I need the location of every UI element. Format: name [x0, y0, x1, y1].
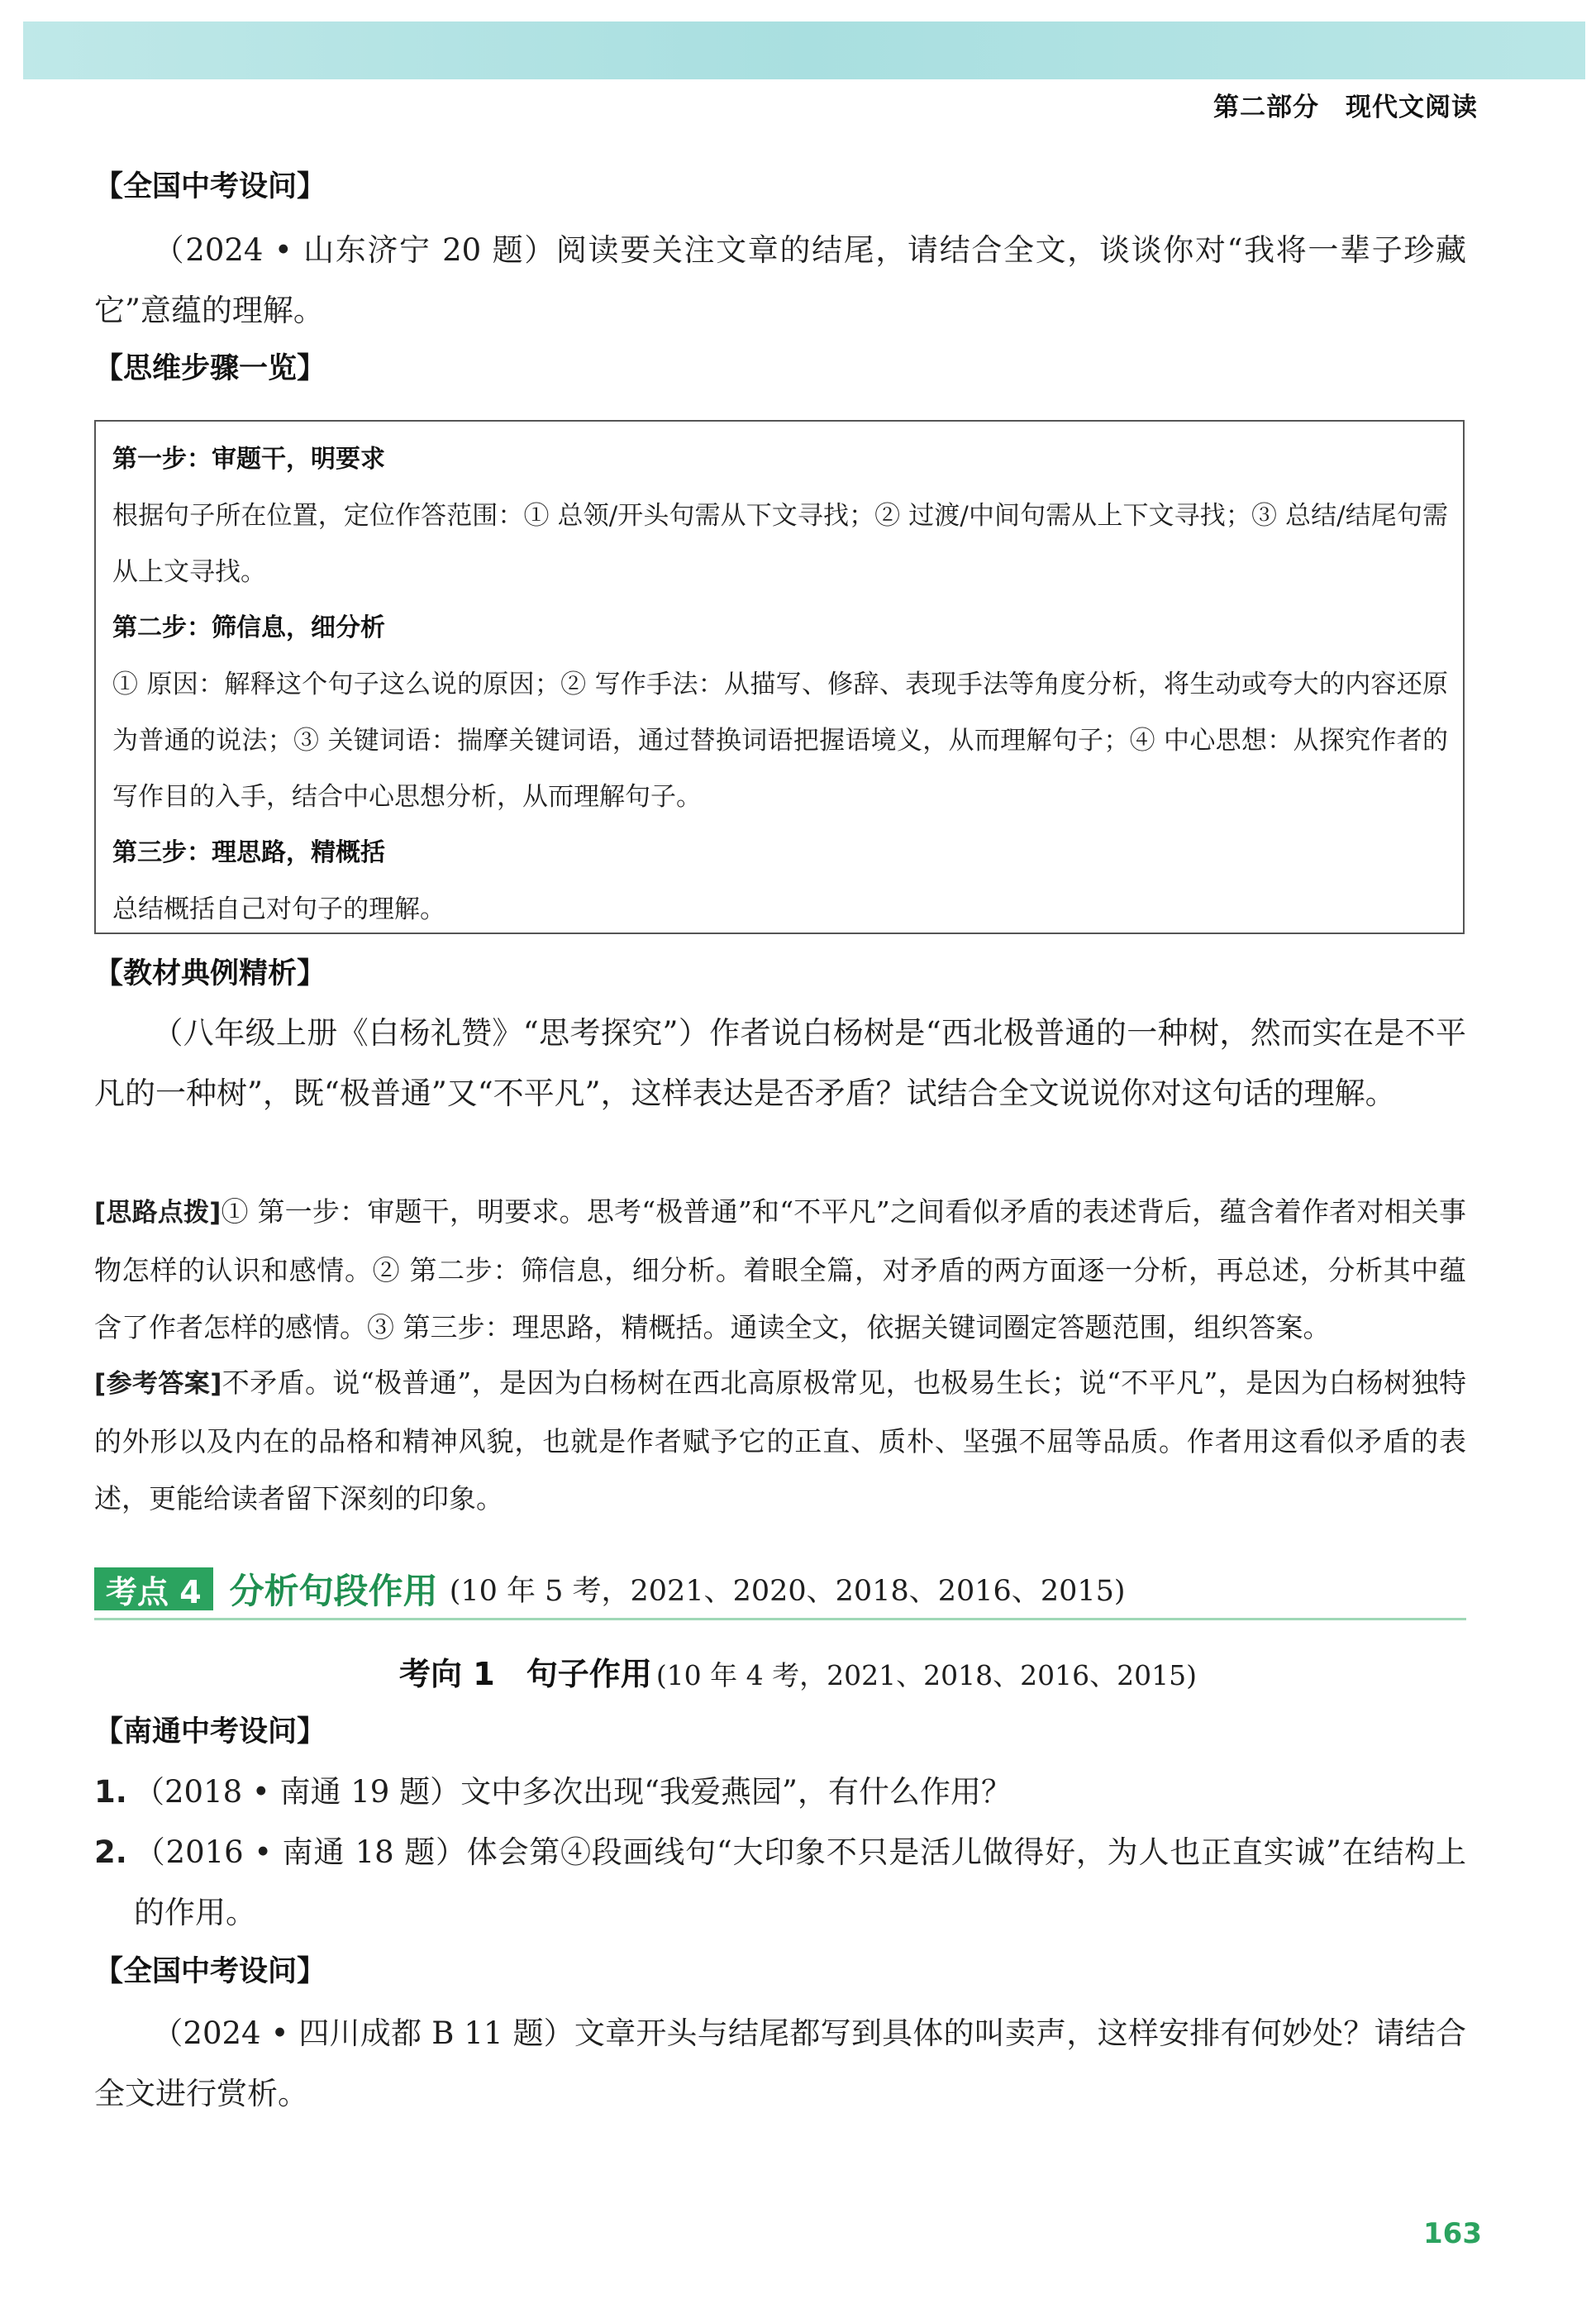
textbook-example-heading: 【教材典例精析】: [94, 957, 326, 990]
hint-tag: [思路点拨]: [94, 1198, 222, 1228]
national-question-text: （2024 • 山东济宁 20 题）阅读要关注文章的结尾，请结合全文，谈谈你对“我将一辈子珍藏它”意蕴的理解。: [94, 232, 1466, 328]
kaodian-heading: [94, 1566, 1466, 1612]
page-number: 163: [1423, 2217, 1482, 2250]
kaodian-title: 分析句段作用: [229, 1571, 438, 1611]
hint-paragraph: [思路点拨]① 第一步：审题干，明要求。思考“极普通”和“不平凡”之间看似矛盾的表述背后，蕴含着作者对相关事物怎样的认识和感情。② 第二步：筛信息，细分析。着眼全篇，对矛盾的两方面逐一分析，再总述，分析其中蕴含了作者怎样的感情。③ 第三步：理思路，精概括。通读全文，依据关键词圈定答题范围，组织答案。: [94, 1195, 1466, 1343]
kaoxiang-title: 考向 1 句子作用: [399, 1656, 652, 1692]
nantong-item-1: 1. （2018 • 南通 19 题）文中多次出现“我爱燕园”，有什么作用？: [94, 1774, 1012, 1810]
header-section: 现代文阅读: [1346, 93, 1478, 122]
running-header: [1213, 86, 1478, 123]
thinking-steps-heading: 【思维步骤一览】: [94, 352, 326, 385]
national-question-2-text: （2024 • 四川成都 B 11 题）文章开头与结尾都写到具体的叫卖声，这样安排有何妙处？请结合全文进行赏析。: [94, 2015, 1466, 2111]
thinking-steps-box: [94, 420, 1465, 934]
step-1-body: 根据句子所在位置，定位作答范围：① 总领/开头句需从下文寻找；② 过渡/中间句需从上下文寻找；③ 总结/结尾句需从上文寻找。: [112, 501, 1448, 587]
kaoxiang-heading: [0, 1648, 1596, 1694]
kaodian-badge: 考点 4: [94, 1567, 213, 1610]
answer-paragraph: [参考答案]不矛盾。说“极普通”，是因为白杨树在西北高原极常见，也极易生长；说“不平凡”，是因为白杨树独特的外形以及内在的品格和精神风貌，也就是作者赋予它的正直、质朴、坚强不屈等品质。作者用这看似矛盾的表述，更能给读者留下深刻的印象。: [94, 1367, 1466, 1515]
step-1-title: 第一步：审题干，明要求: [112, 445, 385, 474]
step-3-title: 第三步：理思路，精概括: [112, 838, 385, 867]
kaoxiang-meta: (10 年 4 考，2021、2018、2016、2015): [655, 1659, 1197, 1691]
answer-tag: [参考答案]: [94, 1369, 222, 1399]
nantong-heading: 【南通中考设问】: [94, 1715, 326, 1748]
header-part: 第二部分: [1213, 93, 1319, 122]
header-band: [23, 21, 1585, 79]
nantong-item-2: 2. （2016 • 南通 18 题）体会第④段画线句“大印象不只是活儿做得好，为人也正直实诚”在结构上的作用。: [94, 1834, 1466, 1930]
textbook-example-question: （八年级上册《白杨礼赞》“思考探究”）作者说白杨树是“西北极普通的一种树，然而实在是不平凡的一种树”，既“极普通”又“不平凡”，这样表达是否矛盾？试结合全文说说你对这句话的理解。: [94, 1015, 1466, 1111]
step-2-body: ① 原因：解释这个句子这么说的原因；② 写作手法：从描写、修辞、表现手法等角度分析，将生动或夸大的内容还原为普通的说法；③ 关键词语：揣摩关键词语，通过替换词语把握语境义，从而理解句子；④ 中心思想：从探究作者的写作目的入手，结合中心思想分析，从而理解句子。: [112, 670, 1448, 812]
national-question-heading: 【全国中考设问】: [94, 170, 326, 203]
kaodian-meta: (10 年 5 考，2021、2020、2018、2016、2015): [449, 1575, 1126, 1608]
step-3-body: 总结概括自己对句子的理解。: [112, 894, 445, 924]
kaodian-divider: [94, 1618, 1466, 1620]
national-question-2-heading: 【全国中考设问】: [94, 1955, 326, 1988]
step-2-title: 第二步：筛信息，细分析: [112, 613, 385, 642]
